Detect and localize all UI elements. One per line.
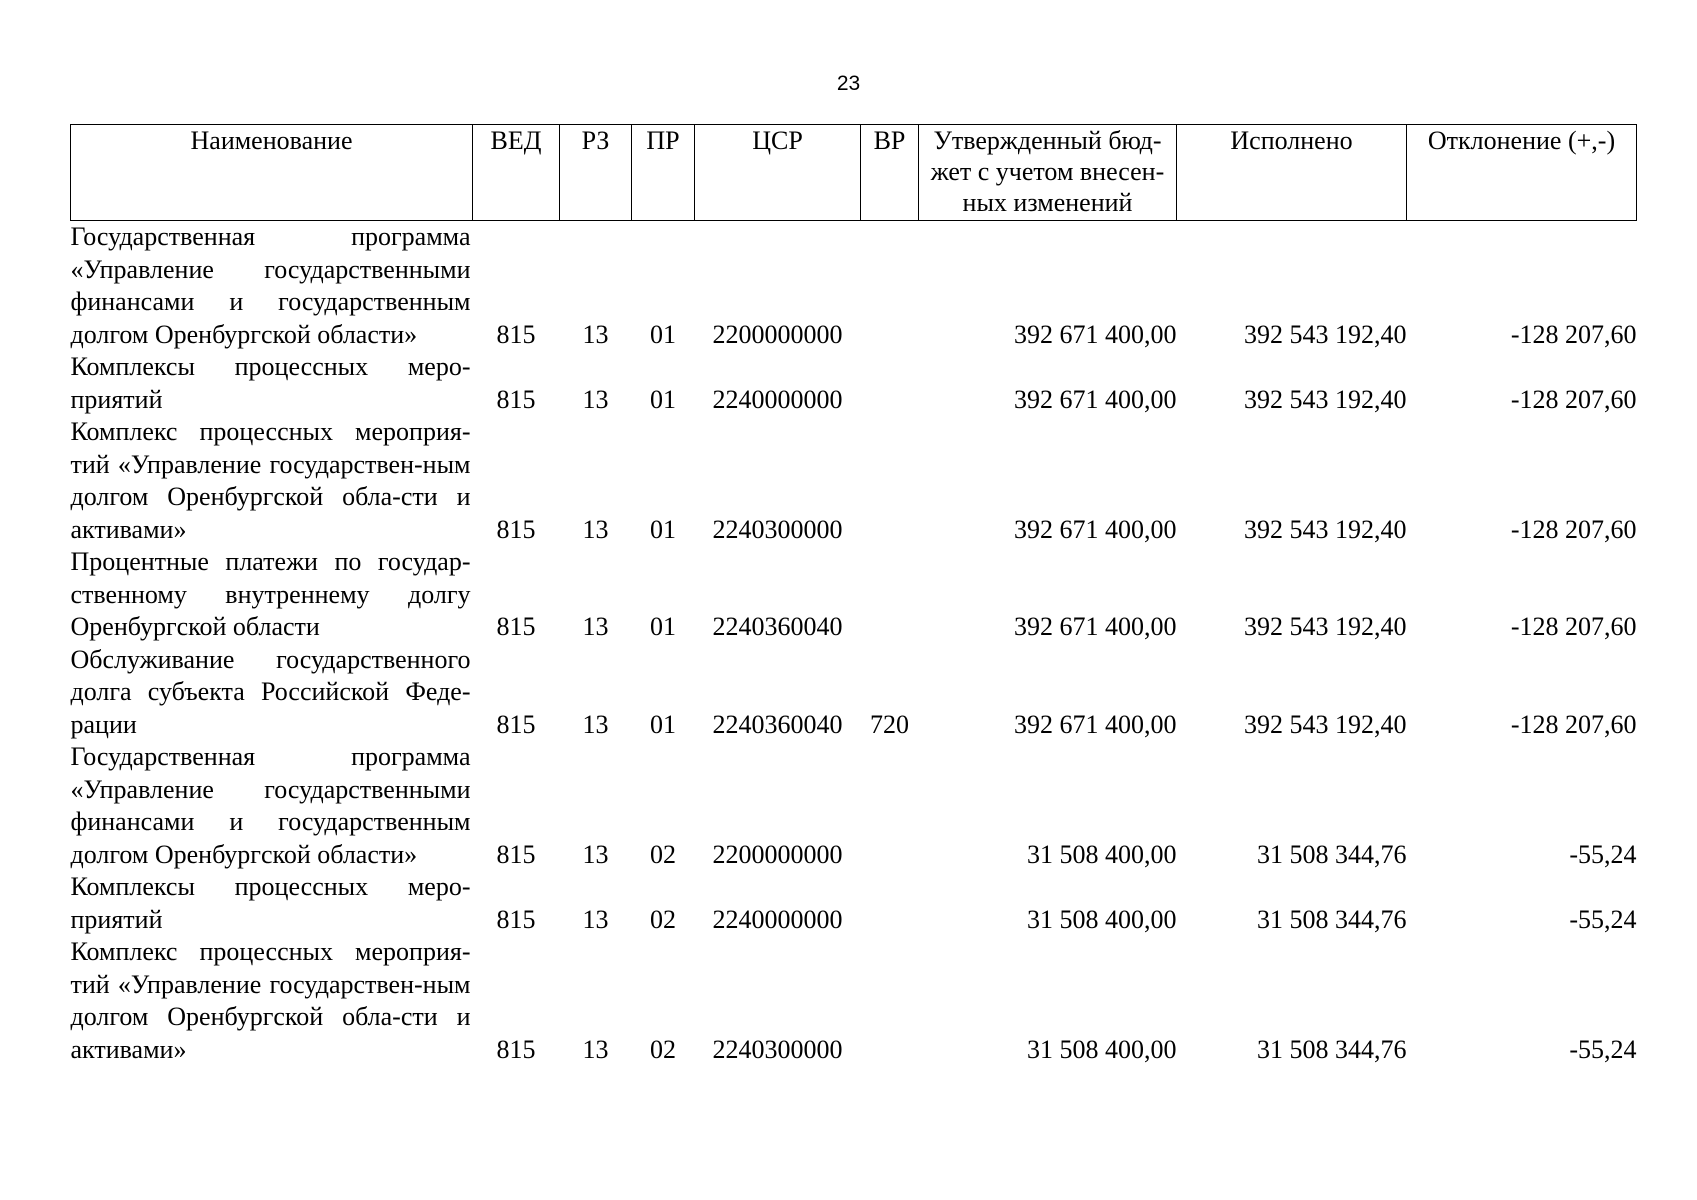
row-vr	[861, 741, 919, 871]
table-header-row	[71, 125, 1637, 221]
table-row	[71, 221, 1637, 352]
row-rz: 13	[582, 839, 609, 869]
header-budget: Утвержденный бюд-жет с учетом внесен-ных изменений	[919, 125, 1177, 221]
row-vr: 720	[870, 709, 909, 739]
header-ved: ВЕД	[473, 125, 560, 221]
row-pr: 01	[650, 384, 676, 414]
row-deviation: -55,24	[1569, 839, 1637, 869]
row-ved: 815	[496, 319, 536, 349]
row-pr: 02	[650, 839, 676, 869]
table-row	[71, 644, 1637, 742]
row-name: Комплекс процессных мероприя-тий «Управление государствен-ным долгом Оренбургской обла-сти и активами»	[70, 417, 471, 544]
header-name: Наименование	[71, 125, 473, 221]
row-name: Государственная программа «Управление государственными финансами и государственным долгом Оренбургской области»	[70, 742, 471, 869]
budget-execution-table	[70, 124, 1637, 1066]
table-row	[71, 871, 1637, 936]
row-rz: 13	[582, 319, 609, 349]
table-row	[71, 546, 1637, 644]
row-rz: 13	[582, 514, 609, 544]
row-csr: 2240000000	[712, 384, 843, 414]
row-done: 31 508 344,76	[1257, 1034, 1407, 1064]
row-deviation: -128 207,60	[1510, 612, 1637, 641]
row-deviation: -128 207,60	[1510, 514, 1637, 544]
row-name: Комплексы процессных меро-приятий	[70, 352, 471, 414]
row-csr: 2240300000	[712, 1034, 843, 1064]
row-done: 392 543 192,40	[1244, 612, 1407, 641]
row-deviation: -55,24	[1569, 1034, 1637, 1064]
row-budget: 392 671 400,00	[1014, 709, 1177, 739]
row-rz: 13	[582, 1034, 609, 1064]
row-done: 392 543 192,40	[1244, 319, 1407, 349]
row-csr: 2240300000	[712, 514, 843, 544]
row-vr	[861, 416, 919, 546]
row-budget: 392 671 400,00	[1014, 319, 1177, 349]
row-pr: 01	[650, 514, 676, 544]
row-done: 392 543 192,40	[1244, 384, 1407, 414]
row-vr	[861, 221, 919, 352]
row-budget: 392 671 400,00	[1014, 612, 1177, 641]
row-vr	[861, 546, 919, 644]
row-budget: 392 671 400,00	[1014, 514, 1177, 544]
table-row	[71, 741, 1637, 871]
row-budget: 31 508 400,00	[1027, 904, 1177, 934]
row-vr	[861, 871, 919, 936]
header-rz: РЗ	[560, 125, 632, 221]
row-ved: 815	[496, 612, 536, 641]
row-ved: 815	[496, 904, 536, 934]
row-ved: 815	[496, 384, 536, 414]
row-pr: 02	[650, 904, 676, 934]
row-pr: 01	[650, 612, 676, 641]
page-number: 23	[836, 72, 861, 95]
row-pr: 01	[650, 319, 676, 349]
row-ved: 815	[496, 514, 536, 544]
row-name: Государственная программа «Управление государственными финансами и государственным долгом Оренбургской области»	[70, 222, 471, 349]
row-name: Процентные платежи по государ-ственному внутреннему долгу Оренбургской области	[70, 547, 471, 641]
row-csr: 2200000000	[712, 319, 843, 349]
row-name: Обслуживание государственного долга субъекта Российской Феде-рации	[70, 644, 471, 739]
header-pr: ПР	[632, 125, 695, 221]
row-budget: 392 671 400,00	[1014, 384, 1177, 414]
table-row	[71, 351, 1637, 416]
row-ved: 815	[496, 1034, 536, 1064]
header-vr: ВР	[861, 125, 919, 221]
row-csr: 2240360040	[712, 709, 843, 739]
row-name: Комплекс процессных мероприя-тий «Управление государствен-ным долгом Оренбургской обла-сти и активами»	[70, 937, 471, 1064]
header-deviation: Отклонение (+,-)	[1407, 125, 1637, 221]
row-deviation: -128 207,60	[1510, 384, 1637, 414]
row-done: 392 543 192,40	[1244, 514, 1407, 544]
row-pr: 02	[650, 1034, 676, 1064]
row-deviation: -128 207,60	[1510, 319, 1637, 349]
row-csr: 2200000000	[712, 839, 843, 869]
row-ved: 815	[496, 839, 536, 869]
table-row	[71, 416, 1637, 546]
table-row	[71, 936, 1637, 1066]
header-done: Исполнено	[1177, 125, 1407, 221]
row-deviation: -128 207,60	[1510, 709, 1637, 739]
row-budget: 31 508 400,00	[1027, 839, 1177, 869]
header-csr: ЦСР	[695, 125, 861, 221]
row-vr	[861, 351, 919, 416]
row-ved: 815	[496, 709, 536, 739]
row-done: 31 508 344,76	[1257, 839, 1407, 869]
row-done: 31 508 344,76	[1257, 904, 1407, 934]
row-csr: 2240000000	[712, 904, 843, 934]
row-deviation: -55,24	[1569, 904, 1637, 934]
row-name: Комплексы процессных меро-приятий	[70, 872, 471, 934]
row-csr: 2240360040	[712, 612, 843, 641]
row-rz: 13	[582, 612, 609, 641]
row-budget: 31 508 400,00	[1027, 1034, 1177, 1064]
row-done: 392 543 192,40	[1244, 709, 1407, 739]
row-rz: 13	[582, 384, 609, 414]
row-vr	[861, 936, 919, 1066]
row-pr: 01	[650, 709, 676, 739]
row-rz: 13	[582, 709, 609, 739]
row-rz: 13	[582, 904, 609, 934]
